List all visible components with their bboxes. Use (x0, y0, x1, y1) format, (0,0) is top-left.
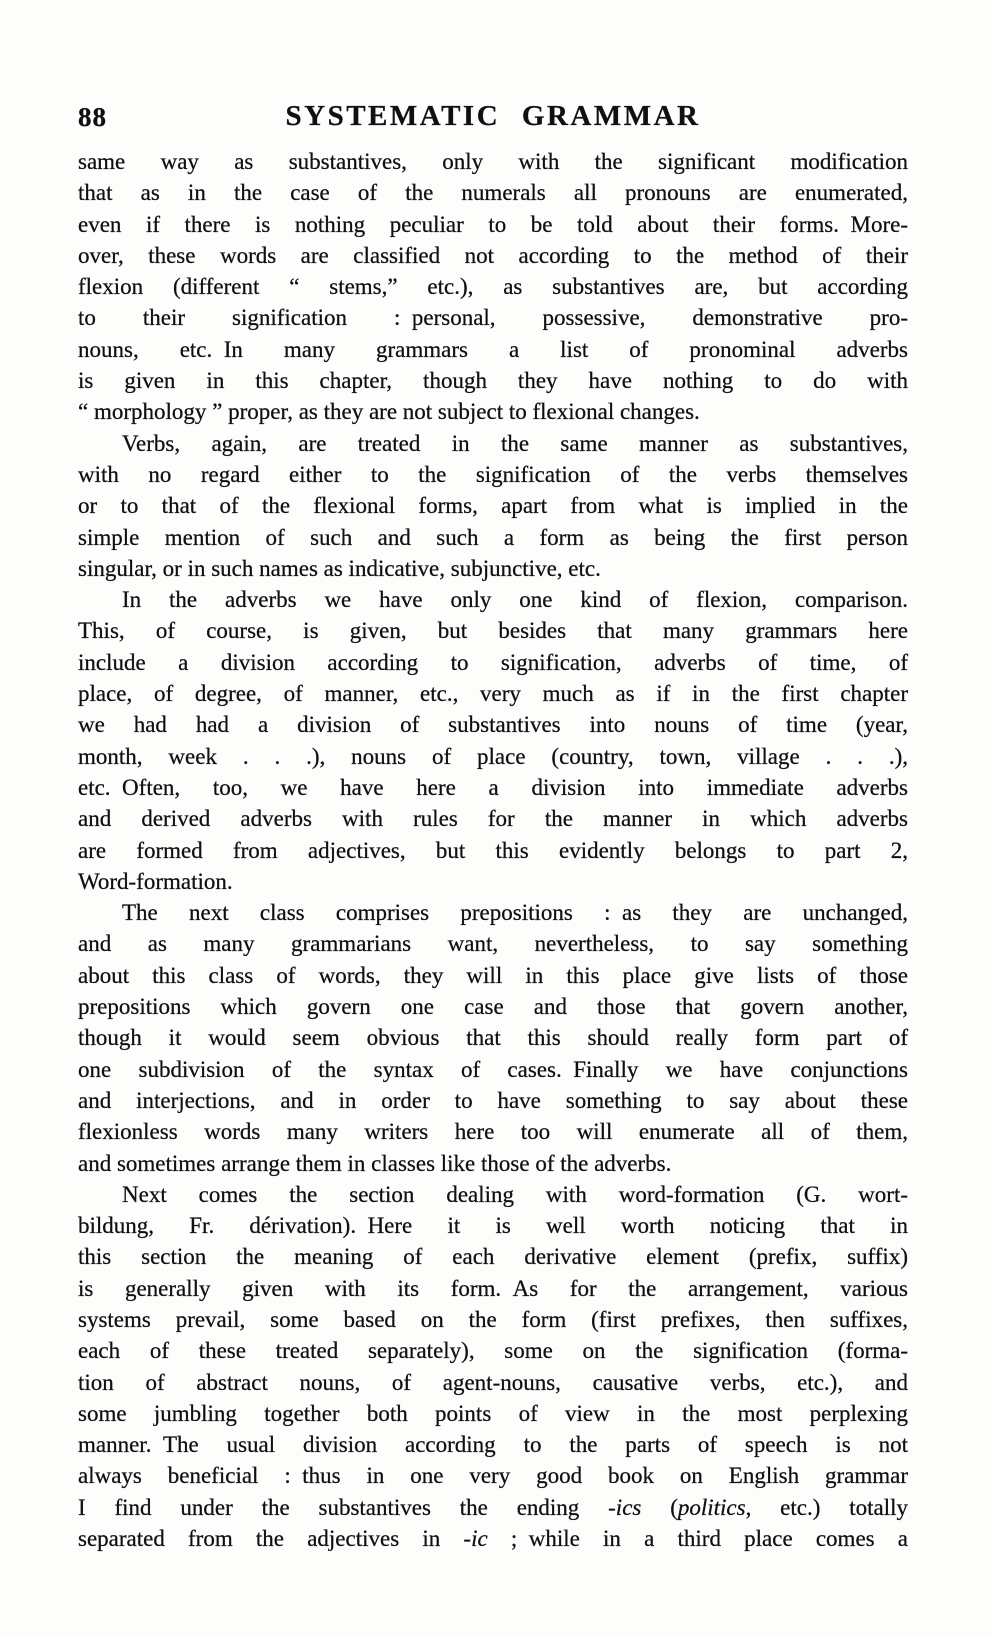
text-line: or to that of the flexional forms, apart from what is implied in the (78, 493, 908, 519)
paragraph (78, 584, 908, 897)
text-line: This, of course, is given, but besides that many grammars here (78, 618, 908, 644)
text-line: one subdivision of the syntax of cases. Finally we have conjunctions (78, 1056, 908, 1082)
text-line: simple mention of such and such a form as being the first person (78, 524, 908, 550)
paragraph (78, 428, 908, 584)
paragraph (78, 897, 908, 1179)
text-line: is given in this chapter, though they have nothing to do with (78, 368, 908, 394)
text-line: always beneficial : thus in one very good book on English grammar (78, 1463, 908, 1489)
text-line: singular, or in such names as indicative, subjunctive, etc. (78, 555, 601, 581)
text-line: are formed from adjectives, but this evidently belongs to part 2, (78, 837, 908, 863)
text-line: and interjections, and in order to have something to say about these (78, 1087, 908, 1113)
text-line: that as in the case of the numerals all pronouns are enumerated, (78, 180, 908, 206)
text-line: Verbs, again, are treated in the same manner as substantives, (122, 430, 908, 456)
text-line: each of these treated separately), some on the signification (forma- (78, 1338, 908, 1364)
page-header (78, 100, 908, 138)
text-line: and sometimes arrange them in classes like those of the adverbs. (78, 1150, 672, 1176)
text-line: In the adverbs we have only one kind of flexion, comparison. (122, 587, 908, 613)
text-line: flexionless words many writers here too will enumerate all of them, (78, 1119, 908, 1145)
text-line: place, of degree, of manner, etc., very much as if in the first chapter (78, 681, 908, 707)
text-line: manner. The usual division according to the parts of speech is not (78, 1432, 908, 1458)
text-line: over, these words are classified not according to the method of their (78, 242, 908, 268)
text-line: “ morphology ” proper, as they are not subject to flexional changes. (78, 399, 700, 425)
text-line: even if there is nothing peculiar to be told about their forms. More- (78, 211, 908, 237)
text-line: to their signification : personal, possessive, demonstrative pro- (78, 305, 908, 331)
text-line: Next comes the section dealing with word-formation (G. wort- (122, 1181, 908, 1207)
text-line: same way as substantives, only with the significant modification (78, 149, 908, 174)
text-line: some jumbling together both points of view in the most perplexing (78, 1400, 908, 1426)
text-line: systems prevail, some based on the form (first prefixes, then suffixes, (78, 1306, 908, 1332)
text-line: prepositions which govern one case and those that govern another, (78, 994, 908, 1020)
text-line: etc. Often, too, we have here a division into immediate adverbs (78, 774, 908, 800)
running-title: SYSTEMATIC GRAMMAR (285, 100, 701, 132)
text-line: with no regard either to the signification of the verbs themselves (78, 461, 908, 487)
text-line: bildung, Fr. dérivation). Here it is well worth noticing that in (78, 1213, 908, 1239)
text-line: is generally given with its form. As for the arrangement, various (78, 1275, 908, 1301)
text-line: Word-formation. (78, 868, 233, 894)
text-line: flexion (different “ stems,” etc.), as substantives are, but according (78, 274, 908, 300)
text-line: I find under the substantives the ending -ics (politics, etc.) totally (78, 1494, 908, 1520)
text-line: we had had a division of substantives into nouns of time (year, (78, 712, 908, 738)
text-line: this section the meaning of each derivative element (prefix, suffix) (78, 1244, 908, 1270)
text-line: separated from the adjectives in -ic ; while in a third place comes a (78, 1526, 908, 1552)
text-line: month, week . . .), nouns of place (country, town, village . . .), (78, 743, 908, 769)
paragraph (78, 146, 908, 428)
text-line: about this class of words, they will in this place give lists of those (78, 962, 908, 988)
text-line: The next class comprises prepositions : as they are unchanged, (122, 900, 908, 926)
text-line: and as many grammarians want, nevertheless, to say something (78, 931, 908, 957)
paragraph (78, 1179, 908, 1555)
text-line: nouns, etc. In many grammars a list of pronominal adverbs (78, 336, 908, 362)
text-line: and derived adverbs with rules for the manner in which adverbs (78, 806, 908, 832)
text-line: include a division according to signification, adverbs of time, of (78, 649, 908, 675)
page-number: 88 (78, 102, 107, 132)
text-block (78, 146, 908, 1554)
text-line: though it would seem obvious that this should really form part of (78, 1025, 908, 1051)
text-line: tion of abstract nouns, of agent-nouns, causative verbs, etc.), and (78, 1369, 908, 1395)
